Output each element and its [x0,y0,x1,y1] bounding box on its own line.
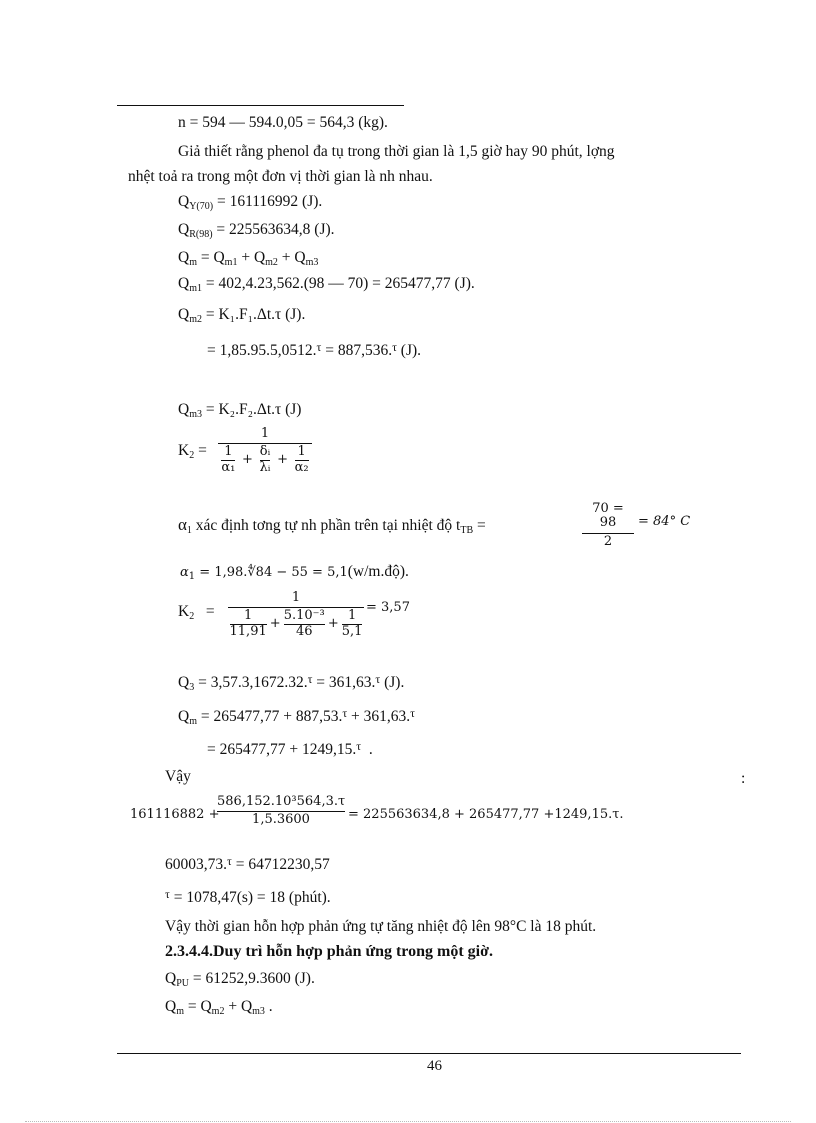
qr-line: $Q_{R(98)} = 225563634,8$ (J). [178,221,335,240]
qm-final-line: $Q_m = Q_{m2} + Q_{m3}$ . [165,998,273,1017]
tau-symbol: τ [227,854,232,868]
qm2-formula: = K₁.F₁.Δt.τ (J). [205,306,306,323]
k2-term1: 1 [224,444,233,460]
mass-line: n = 594 — 594.0,05 = 564,3 (kg). [178,114,388,131]
k2n-term2: 5.10⁻³ [283,608,325,624]
paragraph-line: nhệt toả ra trong một đơn vị thời gian là nh nhau. [128,168,433,185]
conclusion: Vậy thời gian hỗn hợp phản ứng tự tăng nhiệt độ lên 98°C là 18 phút. [165,918,597,935]
qm-definition: $Q_m = Q_{m1} + Q_{m2} + Q_{m3}$ [178,249,319,268]
tb-numerator: 70 = 98 [592,501,624,531]
k2-term2-den: λᵢ [259,459,271,475]
tau-symbol: τ [410,706,415,720]
k2-term3-den: α₂ [294,459,309,475]
k2n-term1: 1 [243,608,253,624]
tau-coef: 60003,73. [165,856,227,873]
k2-numeric-fraction: 1 1 11,91 + $\frac{\text{5.10⁻³}}{46}$ + $\frac{1}{5,1}$ [229,590,363,639]
qy-value: = 161116992 (J). [216,193,323,210]
k2-term2: δᵢ [259,444,271,460]
qpu-value: = 61252,9.3600 (J). [192,970,315,987]
qm1-line: $Q_{m1} = 402,4.23,562.(98$ — 70) = 265477,77 (J). [178,275,475,294]
tau-symbol: τ [307,672,313,686]
qm-total: = 265477,77 + 1249,15. [207,741,357,758]
qr-value: = 225563634,8 (J). [216,221,335,238]
tau-symbol: τ [165,887,170,901]
k2-term1-den: α₁ [221,459,236,475]
alpha1-formula: = 1,98.∜84 − 55 = 5,1 [199,565,348,580]
vay-label: Vậy [165,768,191,785]
equation-right: = 225563634,8 + 265477,77 +1249,15.τ. [348,807,624,822]
tb-result: = 84° C [638,514,691,529]
k2-label: $K_2$ = [178,442,207,461]
tau-symbol: τ [392,340,397,354]
tau-result: = 1078,47(s) = 18 (phút). [173,889,331,906]
tau-symbol: τ [316,340,322,354]
tau-result-line [165,888,331,906]
colon: : [741,770,746,787]
page-edge [25,1121,791,1122]
qm3-line: $Q_{m3} = K_2.F_2.\Delta t.\tau$ (J) [178,401,302,420]
qm-total-line: = 265477,77 + 1249,15.$^\tau$ . [207,739,373,758]
qm-sum-a: = 265477,77 + 887,53. [200,708,343,725]
tb-denominator: 2 [603,533,613,549]
qm3-formula: = K₂.F₂.Δt.τ (J) [205,401,302,418]
qm2-value-line [207,341,421,359]
alpha-line: $\alpha_1$ xác định tơng tự nh phần trên tại nhiệt độ $t_{TB}$ = [178,515,486,536]
section-heading: 2.3.4.4.Duy trì hỗn hợp phản ứng trong một giờ. [165,943,493,960]
k2n-numerator: 1 [291,590,301,605]
tb-fraction [582,502,634,549]
k2-result: = 3,57 [366,600,410,615]
q3-unit: (J). [380,674,405,691]
k2-fraction: 1 1 α₁ + $\frac{\text{δᵢ}}{\text{λᵢ}}$ + $\frac{1}{\text{α₂}}$ [218,427,312,475]
qm1-value: = 402,4.23,562.(98 — 70) = 265477,77 (J). [205,275,475,292]
k2n-term2-den: 46 [284,624,325,639]
k2-term3: 1 [297,444,306,460]
qm-final-a: = Q [187,998,212,1015]
k2n-term1-den: 11,91 [229,623,267,639]
qm2-line: $Q_{m2} = K_1.F_1.\Delta t.\tau$ (J). [178,306,306,325]
equation-left: 161116882 + [130,807,220,822]
qm-sum-line: $Q_m = 265477,77 + 887,53.^\tau + 361,63.^\tau$ [178,706,415,727]
k2-numerator: 1 [260,426,270,441]
top-rule [117,105,404,106]
qm-final-c: . [264,998,273,1015]
tau-symbol: τ [342,706,348,720]
equation-denominator: 1,5.3600 [252,812,310,828]
qm2-value-b: = 887,536. [321,342,393,359]
k2n-term3-den: 5,1 [341,623,363,639]
equation-numerator: 586,152.10³564,3.τ [217,794,346,809]
tau-equation [165,855,330,873]
qm2-value-c: (J). [396,342,422,359]
qm2-value-a: = 1,85.95.5,0512. [207,342,317,359]
paragraph-line: Giả thiết rằng phenol đa tụ trong thời gian là 1,5 giờ hay 90 phút, lợng [178,143,615,160]
q3-line: $Q_3 = 3,57.3,1672.32.^\tau = 361,63.^\tau$ (J). [178,672,405,693]
tau-symbol: τ [356,739,362,753]
k2n-term3: 1 [347,608,357,624]
page-number: 46 [427,1058,442,1074]
k2-numeric-label: $K_2$ = [178,603,215,622]
equation-fraction [217,795,345,828]
footer-rule [117,1053,741,1054]
qm-sum-b: + 361,63. [347,708,411,725]
qy-line: $Q_{Y(70)} = 161116992$ (J). [178,193,323,212]
tau-rhs: = 64712230,57 [231,856,330,873]
alpha1-unit: (w/m.độ). [347,563,409,580]
qm-final-b: + Q [224,998,253,1015]
alpha-text: xác định tơng tự nh phần trên tại nhiệt độ t [195,517,461,534]
alpha1-line: $\alpha_1$ = 1,98.∜84 − 55 = 5,1(w/m.độ). [180,563,409,582]
tau-symbol: τ [375,672,381,686]
q3-value: = 361,63. [312,674,376,691]
q3-formula: = 3,57.3,1672.32. [198,674,308,691]
qpu-line: $Q_{PU} = 61252,9.3600$ (J). [165,970,315,989]
